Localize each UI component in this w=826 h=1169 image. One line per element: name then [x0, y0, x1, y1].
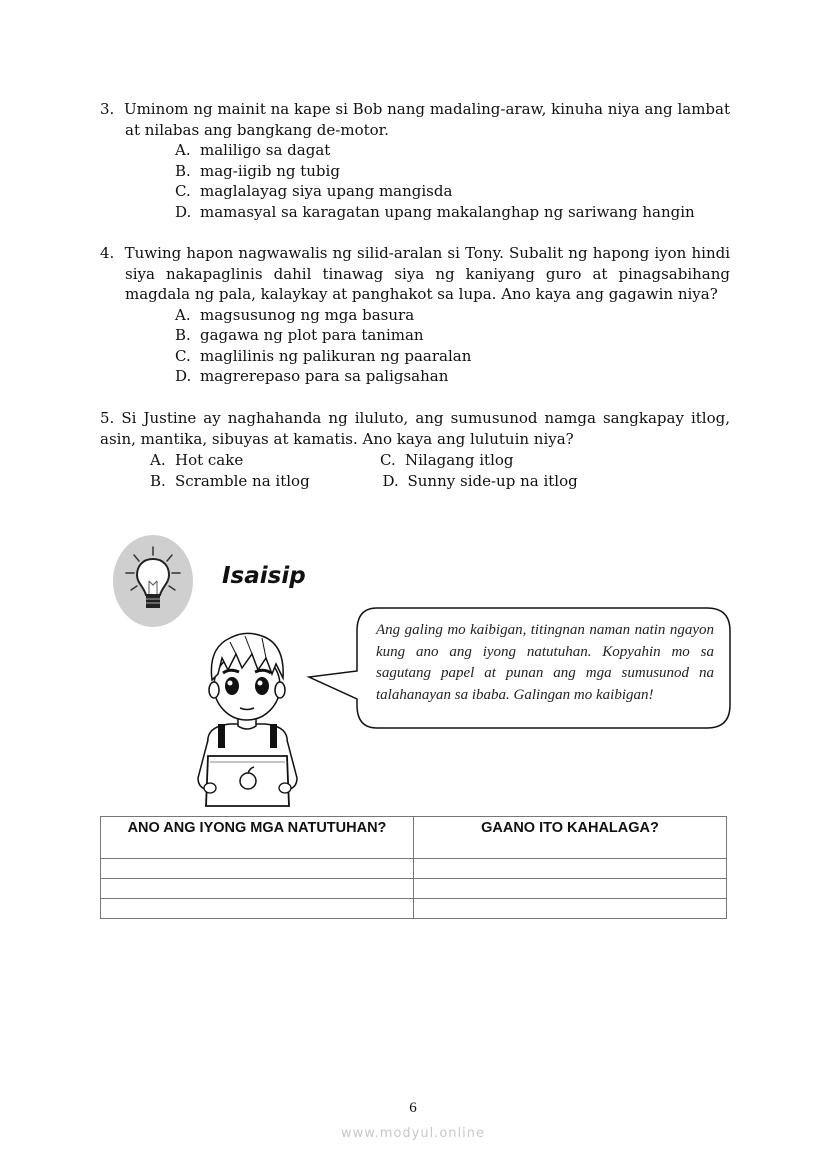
- question-5: [100, 408, 730, 449]
- choice-item: A. magsusunog ng mga basura: [175, 305, 415, 324]
- question-stem: 3. Uminom ng mainit na kape si Bob nang madaling-araw, kinuha niya ang lambat at nilabas ang bangkang de-motor.: [100, 100, 730, 139]
- choice-item: B. gagawa ng plot para taniman: [175, 326, 424, 344]
- table-cell: [101, 859, 414, 879]
- table-row: [101, 859, 727, 879]
- table-header-importance: GAANO ITO KAHALAGA?: [414, 817, 727, 859]
- question-4: [100, 243, 730, 387]
- choice-item: A. Hot cake: [150, 451, 244, 469]
- page-number: 6: [409, 1100, 417, 1116]
- boy-with-laptop-illustration: [190, 628, 305, 814]
- table-cell: [414, 899, 727, 919]
- question-stem: 5. Si Justine ay naghahanda ng iluluto, ang sumusunod namga sangkapay itlog, asin, mantika, sibuyas at kamatis. Ano kaya ang lulutuin niya?: [100, 409, 730, 448]
- choice-item: B. Scramble na itlog: [150, 471, 310, 490]
- section-icon-circle: [113, 535, 193, 627]
- watermark: www.modyul.online: [340, 1126, 486, 1141]
- speech-text: Ang galing mo kaibigan, titingnan naman natin ngayon kung ano ang iyong natutuhan. Kopyahin mo sa sagutang papel at punan ang mga sumusunod na talahanayan sa ibaba. Galingan mo kaibigan!: [376, 622, 714, 703]
- choice-list: [175, 305, 730, 387]
- table-cell: [414, 879, 727, 899]
- choice-item: D. magrerepaso para sa paligsahan: [175, 367, 449, 385]
- section-title: Isaisip: [222, 563, 306, 589]
- choice-list: [175, 140, 730, 222]
- choice-item: B. mag-iigib ng tubig: [175, 161, 340, 180]
- lightbulb-icon: [113, 535, 193, 627]
- table-row: [101, 899, 727, 919]
- choice-item: D. mamasyal sa karagatan upang makalanghap ng sariwang hangin: [175, 202, 695, 221]
- table-row: [101, 879, 727, 899]
- table-cell: [414, 859, 727, 879]
- table-cell: [101, 879, 414, 899]
- choice-grid: [150, 450, 610, 491]
- table-header-learnings: ANO ANG IYONG MGA NATUTUHAN?: [101, 817, 414, 859]
- question-stem: 4. Tuwing hapon nagwawalis ng silid-aralan si Tony. Subalit ng hapong iyon hindi siya nakapaglinis dahil tinawag siya ng kaniyang guro at pinagsabihang magdala ng pala, kalaykay at panghakot sa lupa. Ano kaya ang gagawin niya?: [100, 244, 731, 303]
- choice-item: C. maglalayag siya upang mangisda: [175, 182, 453, 200]
- table-header-row: [101, 817, 727, 859]
- choice-item: A. maliligo sa dagat: [175, 141, 331, 159]
- choice-item: D. Sunny side-up na itlog: [382, 471, 578, 490]
- choice-item: C. maglilinis ng palikuran ng paaralan: [175, 346, 472, 365]
- table-cell: [101, 899, 414, 919]
- choice-item: C. Nilagang itlog: [380, 451, 514, 469]
- question-3: [100, 99, 730, 222]
- learning-table: [100, 816, 727, 919]
